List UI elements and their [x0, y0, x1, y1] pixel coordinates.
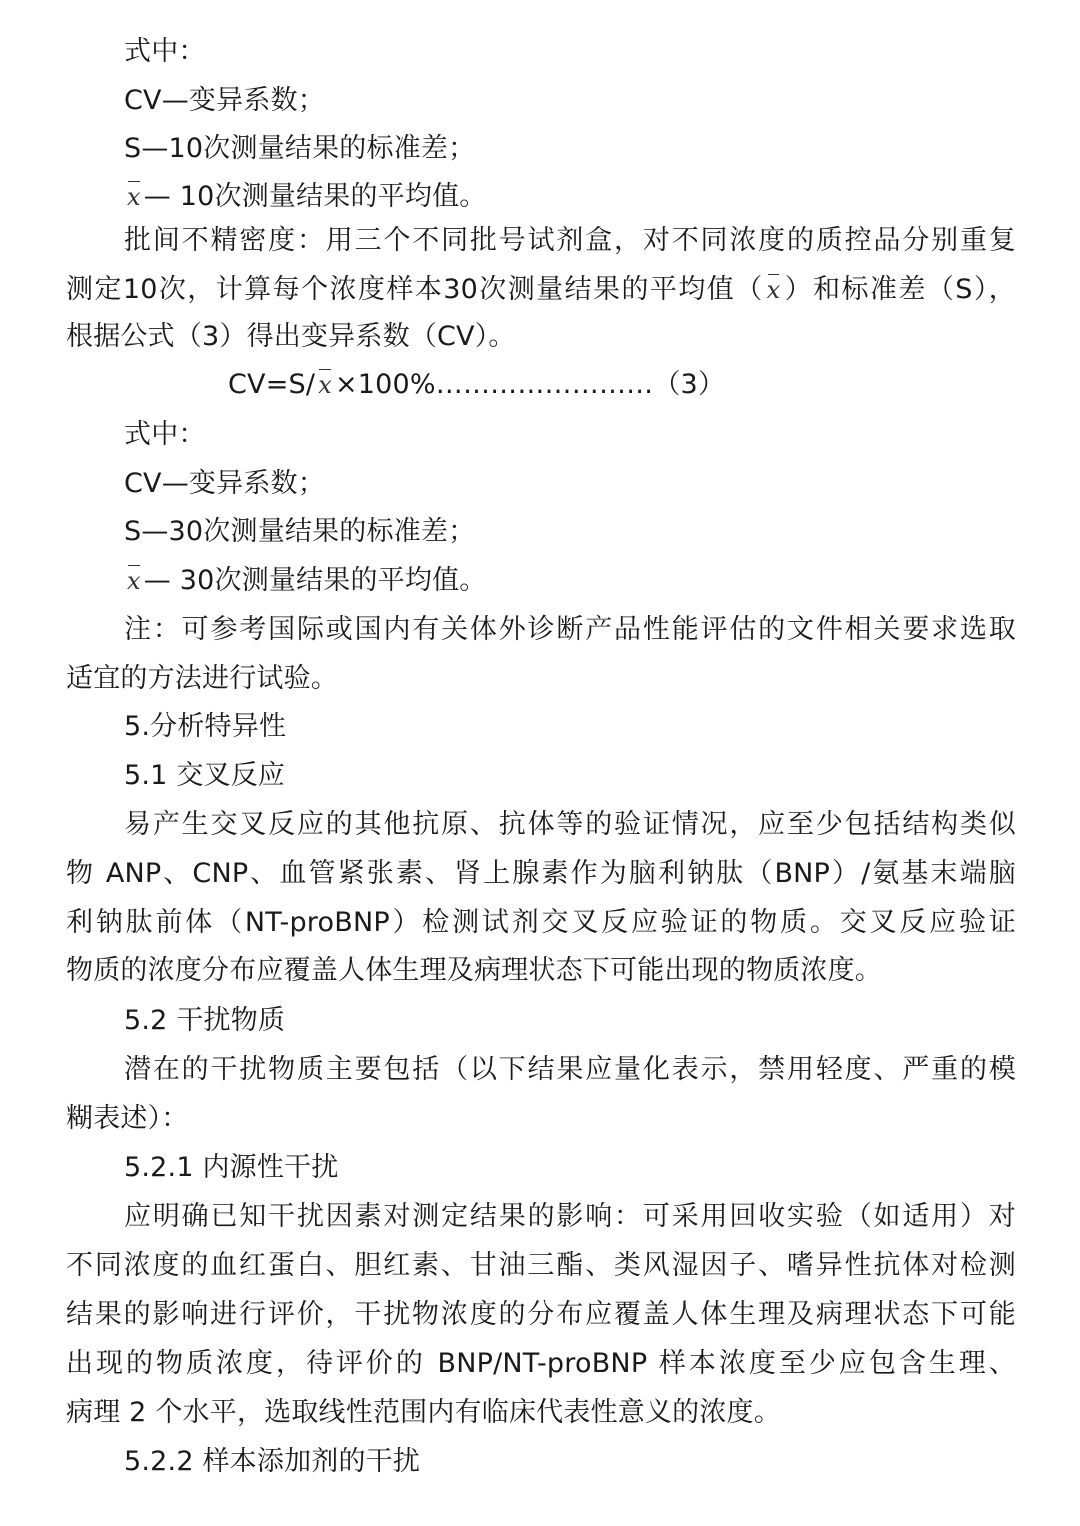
- text-span: CV=S/: [228, 369, 316, 400]
- text-span: ×100%……………………（3）: [334, 369, 726, 400]
- paragraph-line: 潜在的干扰物质主要包括（以下结果应量化表示，禁用轻度、严重的模: [124, 1054, 1016, 1085]
- definition-mean-text: — 30次测量结果的平均值。: [143, 565, 487, 596]
- definition-s: S—10次测量结果的标准差；: [124, 133, 476, 164]
- paragraph-line: 不同浓度的血红蛋白、胆红素、甘油三酯、类风湿因子、嗜异性抗体对检测: [66, 1250, 1016, 1281]
- text-span: ）和标准差（S），: [783, 274, 1016, 305]
- definition-s: S—30次测量结果的标准差；: [124, 516, 476, 547]
- paragraph-line: 易产生交叉反应的其他抗原、抗体等的验证情况，应至少包括结构类似: [124, 809, 1016, 840]
- paragraph-line: 结果的影响进行评价，干扰物浓度的分布应覆盖人体生理及病理状态下可能: [66, 1299, 1016, 1330]
- note-line: 适宜的方法进行试验。: [66, 663, 338, 694]
- subsection-heading: 5.2 干扰物质: [124, 1005, 286, 1036]
- subsection-heading: 5.2.2 样本添加剂的干扰: [124, 1446, 421, 1477]
- formula-where-label: 式中：: [124, 36, 206, 67]
- note-line: 注：可参考国际或国内有关体外诊断产品性能评估的文件相关要求选取: [124, 614, 1016, 645]
- formula-where-label: 式中：: [124, 419, 206, 450]
- paragraph-line: 物质的浓度分布应覆盖人体生理及病理状态下可能出现的物质浓度。: [66, 955, 882, 986]
- subsection-heading: 5.2.1 内源性干扰: [124, 1152, 339, 1183]
- formula-3: [228, 360, 725, 409]
- paragraph-line: 批间不精密度：用三个不同批号试剂盒，对不同浓度的质控品分别重复: [124, 225, 1016, 256]
- definition-cv: CV—变异系数；: [124, 468, 325, 499]
- section-heading: 5.分析特异性: [124, 711, 287, 742]
- definition-mean: [124, 172, 487, 221]
- definition-cv: CV—变异系数；: [124, 85, 325, 116]
- text-span: 测定10次，计算每个浓度样本30次测量结果的平均值（: [66, 274, 764, 305]
- x-bar-symbol: x: [315, 361, 335, 409]
- definition-mean-text: — 10次测量结果的平均值。: [143, 181, 487, 212]
- paragraph-line: 出现的物质浓度，待评价的 BNP/NT-proBNP 样本浓度至少应包含生理、: [66, 1348, 1016, 1379]
- subsection-heading: 5.1 交叉反应: [124, 760, 286, 791]
- paragraph-line: 利钠肽前体（NT-proBNP）检测试剂交叉反应验证的物质。交叉反应验证: [66, 907, 1016, 938]
- paragraph-line: 物 ANP、CNP、血管紧张素、肾上腺素作为脑利钠肽（BNP）/氨基末端脑: [66, 858, 1016, 889]
- paragraph-line: [66, 265, 1016, 314]
- x-bar-symbol: x: [124, 173, 144, 221]
- x-bar-symbol: x: [764, 266, 784, 314]
- paragraph-line: 糊表述）：: [66, 1103, 189, 1134]
- paragraph-line: 应明确已知干扰因素对测定结果的影响：可采用回收实验（如适用）对: [124, 1201, 1016, 1232]
- paragraph-line: 病理 2 个水平，选取线性范围内有临床代表性意义的浓度。: [66, 1397, 781, 1428]
- definition-mean: [124, 556, 487, 605]
- x-bar-symbol: x: [124, 557, 144, 605]
- paragraph-line: 根据公式（3）得出变异系数（CV）。: [66, 321, 516, 352]
